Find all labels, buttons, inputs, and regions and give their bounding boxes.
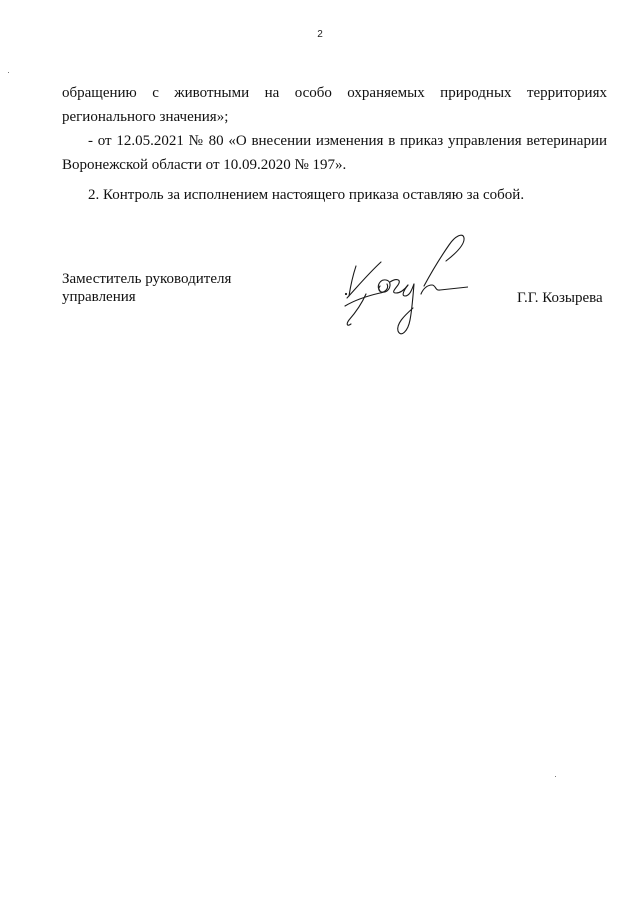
signatory-name: Г.Г. Козырева bbox=[517, 290, 603, 306]
page-number: 2 bbox=[317, 29, 323, 40]
signature-stroke-9 bbox=[421, 285, 468, 294]
signature-stroke-4 bbox=[378, 280, 390, 292]
scan-speck bbox=[555, 776, 556, 777]
scan-speck bbox=[8, 72, 9, 73]
body-line-1: обращению с животными на особо охраняемых природных территориях bbox=[62, 85, 607, 101]
signature-stroke-6 bbox=[403, 284, 414, 296]
signature-stroke-8 bbox=[424, 235, 464, 286]
handwritten-signature bbox=[338, 228, 468, 346]
signature-dot bbox=[345, 293, 347, 295]
body-line-2: регионального значения»; bbox=[62, 109, 229, 125]
body-line-5: 2. Контроль за исполнением настоящего приказа оставляю за собой. bbox=[88, 187, 525, 203]
signature-stroke-3 bbox=[345, 284, 388, 306]
signatory-position-line-2: управления bbox=[62, 289, 136, 305]
signature-stroke-10 bbox=[347, 294, 366, 325]
signatory-position-line-1: Заместитель руководителя bbox=[62, 271, 232, 287]
signature-stroke-5 bbox=[390, 280, 408, 293]
body-line-4: Воронежской области от 10.09.2020 № 197». bbox=[62, 157, 347, 173]
body-line-3: - от 12.05.2021 № 80 «О внесении изменения в приказ управления ветеринарии bbox=[88, 133, 607, 149]
